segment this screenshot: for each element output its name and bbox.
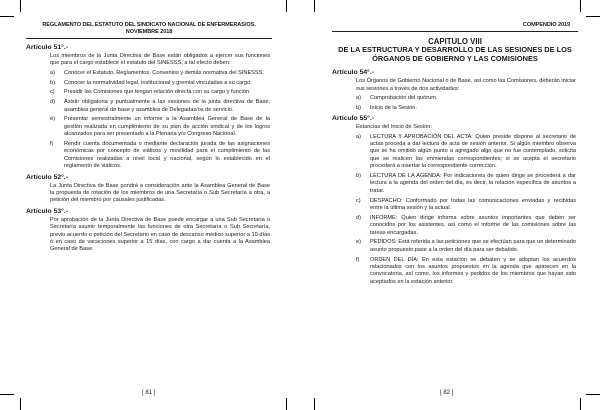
article-51-intro: Los miembros de la Junta Directiva de Base están obligados a ejercer sus funciones que para el cargo establece el estatuto del SINESSS, a tal efecto deben: (50, 53, 270, 67)
chapter-heading: CAPITULO VIII (428, 37, 482, 46)
article-55-intro: Estancias del Inicio de Sesión: (356, 124, 432, 131)
article-53-text: Por aprobación de la Junta Directiva de Base puede encargar a una Sub Secretaría o Secretaría asumir temporalmente las funciones de otra Secretaría o Sub Secretaría, previo acuerdo o petición del Secretario en caso de descanso médico superior a 10 días ó en caso de vacaciones superior a 15 días, con cargo a dar cuenta a la Asamblea General de Base. (50, 216, 270, 253)
header-rule (332, 31, 578, 32)
list-item: d) Asistir obligatoria y puntualmente a las sesiones de la junta directiva de Base, asamblea general de base y asamblea de Delegadas/os de servicio. (50, 99, 270, 113)
crop-mark (286, 0, 287, 12)
list-item: c) DESPACHO: Conformado por todas las comunicaciones enviadas y recibidas entre la última sesión y la actual. (356, 197, 576, 212)
article-51-title: Artículo 51°.- (26, 44, 68, 51)
crop-mark (20, 398, 21, 410)
left-page (26, 22, 272, 256)
header-date: NOVIEMBRE 2018 (125, 29, 173, 35)
list-item: e) Presentar semestralmente un informe a la Asamblea General de Base de la gestión realizada en cumplimiento de su plan de acción sindical y de los logros alcanzados para ser presentado a la Plenaria y/o Congreso Nacional. (50, 116, 270, 138)
list-item: f) Rendir cuenta documentada o mediante declaración jurada de las asignaciones económicas por concepto de viáticos y movilidad para el cumplimiento de las Comisiones realizadas a nivel local y nacional, según lo establecido en el reglamento de viáticos. (50, 141, 270, 170)
crop-mark (586, 394, 600, 395)
crop-mark (20, 0, 21, 12)
list-item: a) LECTURA Y APROBACIÓN DEL ACTA: Quien preside dispone al secretario de actas proceda a dar lectura de acta de sesión anterior. Si algún miembro observa que se ha omitido algún punto a agregado algo que no fue contemplado, solicita que se realicen las enmiendas correspondientes; si se acepta el secretario procederá a insertar la correspondiente corrección. (356, 133, 576, 170)
running-header (26, 22, 272, 36)
right-page (332, 22, 578, 289)
running-header: COMPENDIO 2019 (522, 22, 570, 28)
crop-mark (586, 16, 600, 17)
list-item: f) ORDEN DEL DÍA: En esta estación se debaten y se adoptan los acuerdos relacionados con los asuntos propuestos en la agenda que aparecen en la convocatoria, así como, los informes y pedidos de los miembros que hayan sido aceptados en la estación anterior. (356, 256, 576, 285)
article-51-list (26, 70, 272, 171)
list-item: c) Presidir las Comisiones que tengan relación directa con su cargo y función. (50, 89, 251, 96)
article-55-title: Artículo 55°.- (332, 115, 374, 123)
crop-mark (314, 0, 315, 12)
list-item: a) Conocer el Estatuto, Reglamentos, Convenios y demás normativa del SINESSS. (50, 69, 264, 76)
list-item: b) LECTURA DE LA AGENDA: Por indicaciones de quien dirige se procederá a dar lectura a la agenda del orden del día, es decir, la relación específica de asuntos a tratar. (356, 173, 576, 194)
article-52-title: Artículo 52°.- (26, 173, 68, 181)
article-54-title: Artículo 54°.- (332, 69, 374, 77)
list-item: e) PEDIDOS: Está referida a las peticiones que se efectúan para que un determinado asunto propuesto pase a la orden del día para ser debatido. (356, 239, 576, 253)
article-54-intro: Los Órganos de Gobierno Nacional o de Base, así como las Comisiones, deberán iniciar sus sesiones a través de dos actividades: (356, 78, 576, 92)
chapter-title: DE LA ESTRUCTURA Y DESARROLLO DE LAS SESIONES DE LOS ÓRGANOS DE GOBIERNO Y LAS COMISIONES (338, 45, 572, 63)
article-54-list (332, 95, 578, 112)
article-55-list (332, 134, 578, 287)
list-item: d) INFORME: Quien dirige informa sobre asuntos importantes que deben ser conocidos por los asistentes, así como el informe de las comisiones sobre las tareas encargadas. (356, 214, 576, 236)
header-title: REGLAMENTO DEL ESTATUTO DEL SINDICATO NACIONAL DE ENFERMERAS/OS. (42, 22, 256, 28)
crop-mark (0, 16, 14, 17)
list-item: a) Comprobación del quórum. (356, 95, 438, 101)
header-rule (26, 38, 272, 39)
article-52-text: La Junta Directiva de Base pondrá a consideración ante la Asamblea General de Base la propuesta de rotación de los miembros de una Secretaría o Sub Secretaría a otra, a petición del miembro por causales justificadas. (50, 182, 270, 204)
crop-mark (314, 398, 315, 410)
crop-mark (0, 394, 14, 395)
crop-mark (286, 398, 287, 410)
article-53-title: Artículo 53°.- (26, 207, 68, 215)
page-number: [ 82 ] (440, 390, 454, 396)
crop-mark (580, 0, 581, 12)
list-item: b) Conocer la normatividad legal, institucional y gremial vinculadas a su cargo. (50, 79, 252, 86)
crop-mark (580, 398, 581, 410)
list-item: b) Inicio de la Sesión. (356, 104, 417, 111)
page-number: [ 81 ] (142, 390, 156, 396)
